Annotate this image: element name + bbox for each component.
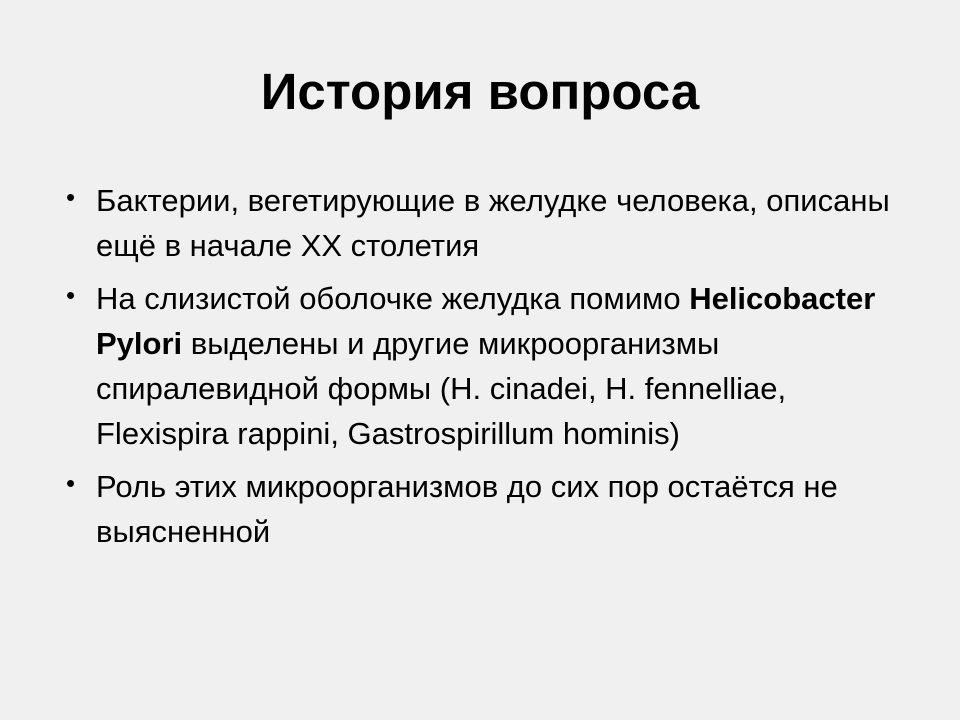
bullet-item-2: [62, 276, 912, 456]
bullet-text-before: На слизистой оболочке желудка помимо: [96, 281, 690, 316]
bullet-list: [62, 178, 912, 562]
bullet-text-bold: Helicobacter Pylori: [96, 281, 876, 361]
bullet-icon: •: [66, 468, 76, 498]
bullet-text-after: выделены и другие микроорганизмы спиралевидной формы (H. cinadei, H. fennelliae, Flexispira rappini, Gastrospirillum hominis): [96, 326, 787, 451]
slide-title: История вопроса: [260, 63, 700, 120]
bullet-icon: •: [66, 280, 76, 310]
bullet-text: Роль этих микроорганизмов до сих пор остаётся не выясненной: [96, 469, 838, 549]
bullet-item-3: [62, 464, 912, 554]
bullet-item-1: [62, 178, 912, 268]
bullet-icon: •: [66, 182, 76, 212]
bullet-text: Бактерии, вегетирующие в желудке человека, описаны ещё в начале XX столетия: [96, 183, 890, 263]
